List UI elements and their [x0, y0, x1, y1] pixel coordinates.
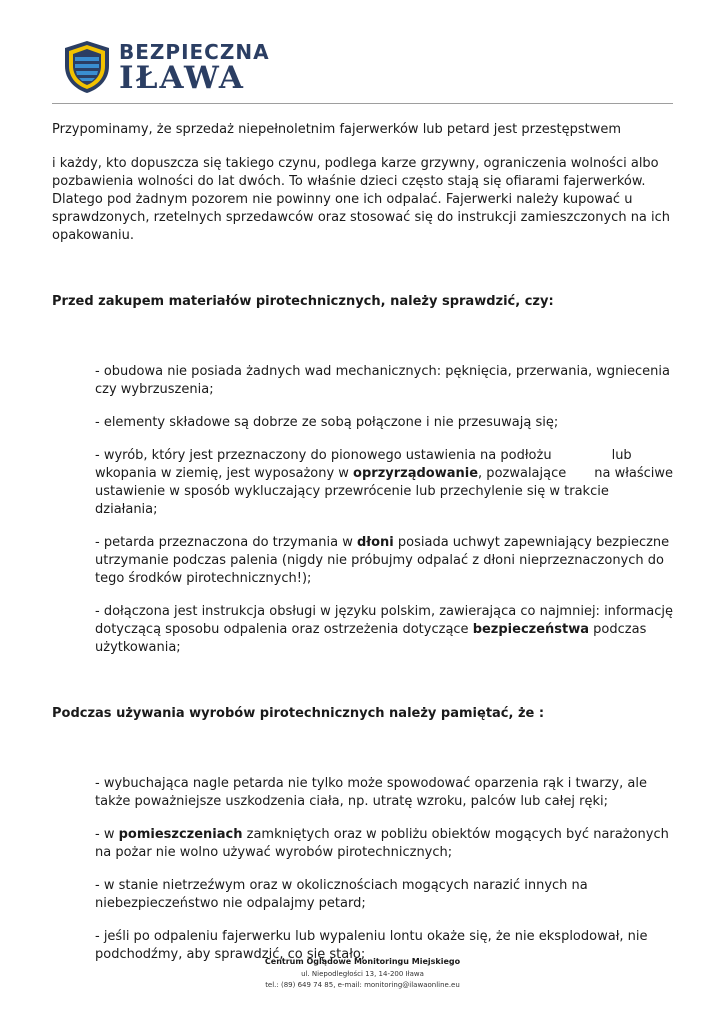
- item-text: lub wkopania w ziemię, jest wyposażony w: [95, 448, 632, 481]
- intro-paragraph-1: Przypominamy, że sprzedaż niepełnoletnim fajerwerków lub petard jest przestępstwem: [52, 122, 622, 137]
- list-item: - w stanie nietrzeźwym oraz w okolicznościach mogących narazić innych na niebezpieczeństwo nie odpalajmy petard;: [95, 878, 588, 911]
- item-emphasis: oprzyrządowanie: [353, 466, 479, 481]
- document-body: [52, 121, 674, 1012]
- list-item: [95, 826, 674, 862]
- section1-list: [95, 363, 674, 657]
- item-text: - dołączona jest instrukcja obsługi w języku polskim, zawierająca co najmniej: informację dotyczącą sposobu odpalenia oraz ostrzeżenia dotyczące: [95, 604, 673, 637]
- item-text: posiada uchwyt zapewniający bezpieczne utrzymanie podczas palenia (nigdy nie próbujmy odpalać z dłoni nieprzeznaczonych do tego środków pirotechnicznych!);: [95, 535, 670, 586]
- list-item: [95, 534, 674, 588]
- list-item: - wybuchająca nagle petarda nie tylko może spowodować oparzenia rąk i twarzy, ale także poważniejsze uszkodzenia ciała, np. utratę wzroku, palców lub całej ręki;: [95, 776, 647, 809]
- item-text: - w: [95, 827, 119, 842]
- page-header: [0, 0, 725, 105]
- list-item: - obudowa nie posiada żadnych wad mechanicznych: pęknięcia, przerwania, wgniecenia czy wybrzuszenia;: [95, 364, 670, 397]
- intro-paragraph-2: i każdy, kto dopuszcza się takiego czynu, podlega karze grzywny, ograniczenia wolności albo pozbawienia wolności do lat dwóch. To właśnie dzieci często stają się ofiarami fajerwerków. Dlatego pod żadnym pozorem nie powinny one ich odpalać. Fajerwerki należy kupować u sprawdzonych, rzetelnych sprzedawców oraz stosować się do instrukcji zamieszczonych na ich opakowaniu.: [52, 156, 671, 243]
- item-text: , pozwalające: [478, 466, 567, 481]
- item-text: - wyrób, który jest przeznaczony do pionowego ustawienia na podłożu: [95, 448, 552, 463]
- shield-logo-icon: [63, 40, 111, 94]
- item-text: - petarda przeznaczona do trzymania w: [95, 535, 357, 550]
- item-text: na właściwe ustawienie w sposób wykluczający przewrócenie lub przechylenie się w trakcie działania;: [95, 466, 674, 517]
- item-text: zamkniętych oraz w pobliżu obiektów mogących być narażonych na pożar nie wolno używać wyrobów pirotechnicznych;: [95, 827, 669, 860]
- section1-heading: Przed zakupem materiałów pirotechnicznych, należy sprawdzić, czy:: [52, 294, 554, 309]
- section2-heading: Podczas używania wyrobów pirotechnicznych należy pamiętać, że :: [52, 706, 545, 721]
- item-emphasis: bezpieczeństwa: [472, 622, 590, 637]
- logo-title-line1: BEZPIECZNA: [119, 40, 270, 64]
- footer-organization: Centrum Oglądowe Monitoringu Miejskiego: [264, 957, 461, 966]
- list-item: [95, 603, 674, 657]
- footer-address: ul. Niepodległości 13, 14-200 Iława: [301, 970, 424, 978]
- page-footer: [0, 955, 725, 991]
- footer-contact: tel.: (89) 649 74 85, e-mail: monitoring@ilawaonline.eu: [265, 981, 460, 989]
- list-item: - elementy składowe są dobrze ze sobą połączone i nie przesuwają się;: [95, 415, 559, 430]
- item-text: podczas użytkowania;: [95, 622, 647, 655]
- item-emphasis: dłoni: [356, 535, 394, 550]
- list-item: - jeśli po odpaleniu fajerwerku lub wypaleniu lontu okaże się, że nie eksplodował, nie podchodźmy, aby sprawdzić, co się stało;: [95, 929, 648, 962]
- item-emphasis: pomieszczeniach: [118, 827, 243, 842]
- section2-list: [95, 775, 674, 964]
- list-item: [95, 447, 674, 519]
- logo-title-line2: IŁAWA: [119, 60, 245, 96]
- header-divider: [52, 103, 673, 104]
